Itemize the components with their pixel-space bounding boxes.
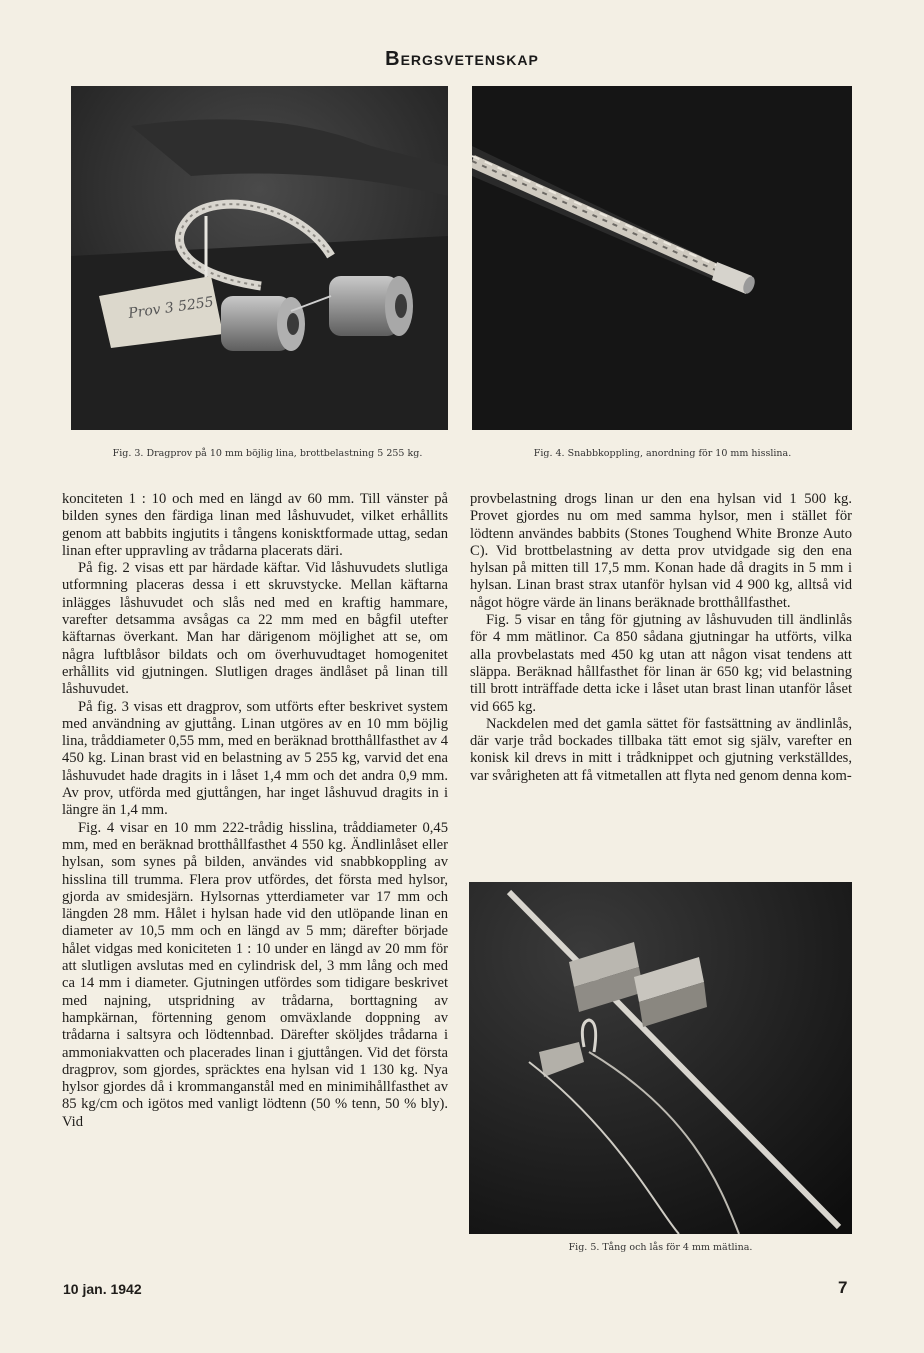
running-header: Bergsvetenskap [385,48,539,70]
fig3-left-socket [221,296,305,351]
fig3-photo [71,86,448,430]
left-paragraph-4: Fig. 4 visar en 10 mm 222-trådig hisslina, tråddiameter 0,45 mm, med en beräknad brotthållfasthet 4 550 kg. Ändlinlåset eller hylsan, som synes på bilden, användes vid snabbkoppling av hisslina till trumma. Flera prov utfördes, det första med hylsor, gjorda av smidesjärn. Hylsornas ytterdiameter var 17 mm och längden 28 mm. Hålet i hylsan hade vid den utlöpande linan en diameter av 10,5 mm och en längd av 5 mm; därefter började hålet vidgas med koniciteten 1 : 10 under en längd av 20 mm för att slutligen avslutas med en cylindrisk del, 3 mm lång och med ca 14 mm i diameter. Gjutningen utfördes som tidigare beskrivet med najning, utspridning av trådarna, borttagning av hampkärnan, förtenning genom omväxlande doppning av trådarna i saltsyra och lödtennbad. Därefter sköljdes trådarna i ammoniakvatten och placerades linan i gjuttången. Vid det första dragprov, som gjordes, spräcktes ena hylsan vid 1 130 kg. Nya hylsor gjordes då i krommanganstål med en minimihållfasthet av 85 kg/cm och igötos med vanligt lödtenn (50 % tenn, 50 % bly). Vid [62,819,448,1130]
fig3-right-socket [329,276,413,336]
fig3-rope-sample-image [71,86,448,430]
left-paragraph-2: På fig. 2 visas ett par härdade käftar. Vid låshuvudets slutliga utformning placeras dessa i ett skruvstycke. Mellan käftarna inlägges låshuvudet och slås ned med en kraftig hammare, varefter detsamma avsågas ca 22 mm med en bågfil utefter käftarnas överkant. Man har därigenom möjlighet att se, om några luftblåsor bildats och om överhuvudtaget homogenitet erhållits vid gjutningen. Slutligen drages ändlåset på linan till låshuvudet. [62,560,448,698]
fig5-photo [469,882,852,1234]
left-paragraph-3: På fig. 3 visas ett dragprov, som utförts efter beskrivet system med användning av gjuttång. Linan utgöres av en 10 mm böjlig lina, tråddiameter 0,55 mm, med en beräknad brotthållfasthet av 4 450 kg. Linan brast vid en belastning av 5 255 kg, varvid det ena låshuvudet hade dragits in i låset 1,4 mm och det andra 0,9 mm. Av prov, utförda med gjuttången, har inget låshuvud dragits in i längre än 1,4 mm. [62,698,448,819]
page-number: 7 [838,1278,848,1297]
fig5-tongs-and-lock-image [469,882,852,1234]
right-paragraph-1: provbelastning drogs linan ur den ena hylsan vid 1 500 kg. Provet gjordes nu om med samma hylsor, men i stället för lödtenn användes babbits (Stones Toughend White Bronze Auto C). Vid brottbelastning av detta prov utvidgade sig den ena hylsan på mitten till 17,5 mm. Konan hade då dragits in 5 mm i hylsan. Linan brast strax utanför hylsan vid 4 900 kg, alltså vid något högre värde än linans beräknade brotthållfasthet. [470,491,852,611]
right-text-column [470,491,852,785]
fig4-photo [472,86,852,430]
left-paragraph-1: konciteten 1 : 10 och med en längd av 60 mm. Till vänster på bilden synes den färdiga linan med låshuvudet, vilket erhållits genom att babbits ingjutits i tångens konisktformade uttag, sedan linan efter uppravling av trådarna placerats däri. [62,491,448,559]
fig3-caption: Fig. 3. Dragprov på 10 mm böjlig lina, brottbelastning 5 255 kg. [112,448,423,459]
fig3-tag-text: Prov 3 5255 [127,294,215,322]
fig5-caption: Fig. 5. Tång och lås för 4 mm mätlina. [568,1242,753,1253]
fig4-hoist-rope-image [472,86,852,430]
right-paragraph-2: Fig. 5 visar en tång för gjutning av låshuvuden till ändlinlås för 4 mm mätlinor. Ca 850 sådana gjutningar ha utförts, vilka alla provbelastats med 450 kg utan att någon visat tendens att släppa. Beräknad hållfasthet för linan är 650 kg; vid belastning till brott inträffade detta icke i låset utan brast linan utanför låset vid 665 kg. [470,612,852,715]
right-paragraph-3: Nackdelen med det gamla sättet för fastsättning av ändlinlås, där varje tråd bockades tillbaka tätt emot sig själv, varefter en konisk kil drevs in mitt i trådknippet och gjutning verkställdes, var svårigheten att få vitmetallen att flyta ned genom denna kom- [470,715,852,784]
fig4-caption: Fig. 4. Snabbkoppling, anordning för 10 mm hisslina. [533,448,792,459]
left-text-column [62,491,448,1131]
issue-date: 10 jan. 1942 [63,1281,142,1297]
